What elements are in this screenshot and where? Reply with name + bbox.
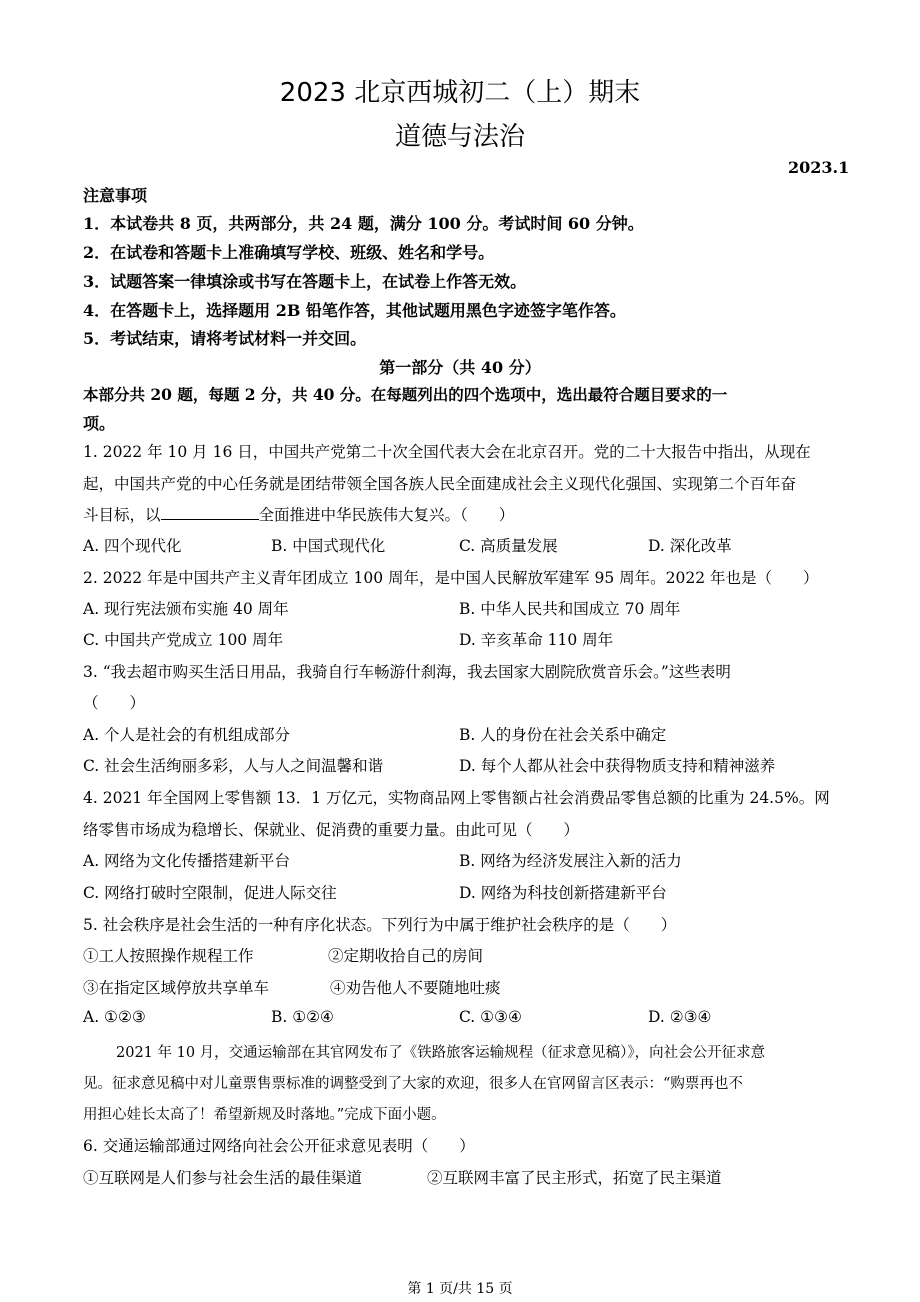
- notice-item: 3．试题答案一律填涂或书写在答题卡上，在试卷上作答无效。: [83, 272, 527, 291]
- q4-option-d: D. 网络为科技创新搭建新平台: [459, 884, 667, 902]
- q3-option-c: C. 社会生活绚丽多彩，人与人之间温馨和谐: [83, 757, 384, 775]
- q4-stem: 4. 2021 年全国网上零售额 13．1 万亿元，实物商品网上零售额占社会消费品零售总额的比重为 24.5%。网: [83, 789, 830, 807]
- subject-title: 道德与法治: [394, 122, 525, 152]
- q6-stem: 6. 交通运输部通过网络向社会公开征求意见表明（ ）: [83, 1137, 475, 1155]
- notice-item: 5．考试结束，请将考试材料一并交回。: [83, 329, 367, 348]
- q4-stem-cont: 络零售市场成为稳增长、保就业、促消费的重要力量。由此可见（ ）: [83, 821, 580, 839]
- q2-stem: 2. 2022 年是中国共产主义青年团成立 100 周年，是中国人民解放军建军 95 周年。2022 年也是（ ）: [83, 569, 819, 587]
- q4-option-c: C. 网络打破时空限制，促进人际交往: [83, 884, 337, 902]
- q5-option-b: B. ①②④: [271, 1008, 334, 1026]
- q3-option-b: B. 人的身份在社会关系中确定: [459, 726, 667, 744]
- q1-option-d: D. 深化改革: [648, 537, 732, 555]
- q5-option-c: C. ①③④: [459, 1008, 522, 1026]
- q1-answer-blank: [161, 505, 259, 520]
- q5-item: ④劝告他人不要随地吐痰: [330, 979, 501, 997]
- notice-item: 1．本试卷共 8 页，共两部分，共 24 题，满分 100 分。考试时间 60 分钟。: [83, 214, 644, 233]
- part1-instruction: 本部分共 20 题，每题 2 分，共 40 分。在每题列出的四个选项中，选出最符合题目要求的一: [83, 385, 728, 404]
- q5-stem: 5. 社会秩序是社会生活的一种有序化状态。下列行为中属于维护社会秩序的是（ ）: [83, 916, 677, 934]
- q1-option-b: B. 中国式现代化: [271, 537, 386, 555]
- q6-item: ①互联网是人们参与社会生活的最佳渠道: [83, 1169, 363, 1187]
- q3-option-d: D. 每个人都从社会中获得物质支持和精神滋养: [459, 757, 776, 775]
- q2-option-c: C. 中国共产党成立 100 周年: [83, 631, 284, 649]
- q2-option-d: D. 辛亥革命 110 周年: [459, 631, 614, 649]
- material-text: 2021 年 10 月，交通运输部在其官网发布了《铁路旅客运输规程（征求意见稿）》，向社会公开征求意: [116, 1045, 766, 1061]
- q1-stem-part-a: 斗目标，以: [83, 506, 161, 524]
- notice-item: 4．在答题卡上，选择题用 2B 铅笔作答，其他试题用黑色字迹签字笔作答。: [83, 301, 626, 320]
- material-text-cont: 见。征求意见稿中对儿童票售票标准的调整受到了大家的欢迎，很多人在官网留言区表示：“购票再也不: [83, 1076, 743, 1092]
- q1-stem-cont: 起，中国共产党的中心任务就是团结带领全国各族人民全面建成社会主义现代化强国、实现第二个百年奋: [83, 475, 797, 493]
- q5-item: ③在指定区域停放共享单车: [83, 979, 270, 997]
- q2-option-a: A. 现行宪法颁布实施 40 周年: [83, 600, 289, 618]
- q3-stem: 3. “我去超市购买生活日用品，我骑自行车畅游什刹海，我去国家大剧院欣赏音乐会。”这些表明: [83, 663, 731, 681]
- q1-stem: 1. 2022 年 10 月 16 日，中国共产党第二十次全国代表大会在北京召开。党的二十大报告中指出，从现在: [83, 443, 811, 461]
- q5-option-a: A. ①②③: [83, 1008, 146, 1026]
- q4-option-a: A. 网络为文化传播搭建新平台: [83, 852, 291, 870]
- notice-item: 2．在试卷和答题卡上准确填写学校、班级、姓名和学号。: [83, 243, 495, 262]
- q2-option-b: B. 中华人民共和国成立 70 周年: [459, 600, 681, 618]
- q5-option-d: D. ②③④: [648, 1008, 712, 1026]
- part1-heading: 第一部分（共 40 分）: [379, 358, 541, 377]
- q1-stem-part-b: 全面推进中华民族伟大复兴。（ ）: [258, 506, 515, 524]
- exam-date: 2023.1: [788, 158, 850, 177]
- exam-title: 2023 北京西城初二（上）期末: [279, 78, 641, 108]
- page-footer: 第 1 页/共 15 页: [407, 1281, 513, 1297]
- material-text-cont: 用担心娃长太高了！希望新规及时落地。”完成下面小题。: [83, 1107, 446, 1123]
- q3-stem-cont: （ ）: [83, 694, 146, 712]
- part1-instruction-cont: 项。: [83, 414, 116, 433]
- q1-option-c: C. 高质量发展: [459, 537, 558, 555]
- q1-option-a: A. 四个现代化: [83, 537, 182, 555]
- q3-option-a: A. 个人是社会的有机组成部分: [83, 726, 291, 744]
- q6-item: ②互联网丰富了民主形式，拓宽了民主渠道: [427, 1169, 722, 1187]
- q4-option-b: B. 网络为经济发展注入新的活力: [459, 852, 682, 870]
- q5-item: ②定期收拾自己的房间: [328, 947, 484, 965]
- q5-item: ①工人按照操作规程工作: [83, 947, 254, 965]
- q1-stem-blank-line: [83, 503, 514, 525]
- notice-heading: 注意事项: [83, 186, 148, 205]
